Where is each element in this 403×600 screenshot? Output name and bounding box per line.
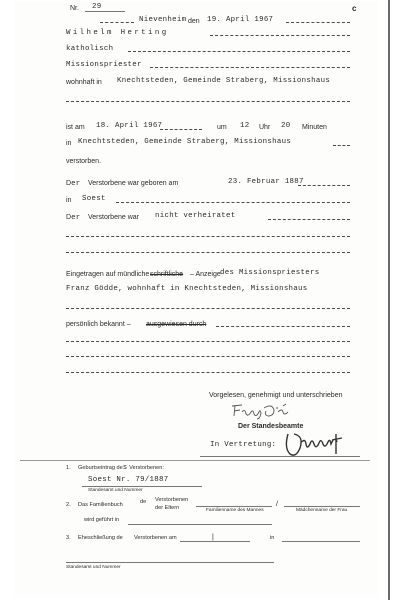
- birth-text: Verstorbene war geboren am: [88, 180, 179, 187]
- item1-label: Geburtseintrag des Verstorbenen:: [78, 464, 164, 472]
- deceased-name: Wilhelm Herting: [66, 29, 169, 37]
- item2-de: de: [140, 499, 147, 505]
- den-label: den: [188, 18, 200, 25]
- birth-date: 23. Februar 1887: [228, 178, 304, 186]
- corner-mark: c: [352, 4, 357, 13]
- dash-filler: [116, 202, 350, 203]
- item3-verstorbenen: Verstorbenen am: [134, 535, 177, 541]
- item2-verstorbenen: Verstorbenen: [155, 497, 189, 503]
- item3-line-date: [180, 541, 250, 542]
- item3-label: Eheschließung de: [78, 535, 123, 541]
- birth-article: Der: [66, 180, 81, 188]
- eingetragen-label: Eingetragen auf mündliche: [66, 271, 150, 278]
- um-label: um: [217, 124, 227, 131]
- item2-caption-mann: Familienname des Mannes: [206, 508, 264, 513]
- schriftliche-struck: schriftliche: [150, 271, 184, 278]
- residence: Knechtsteden, Gemeinde Straberg, Missionshaus: [117, 77, 331, 85]
- dash-filler: [66, 308, 350, 309]
- nr-label: Nr.: [70, 5, 79, 12]
- reporter-line-2: Franz Gödde, wohnhaft in Knechtsteden, Missionshaus: [66, 285, 308, 293]
- dash-filler: [333, 145, 350, 146]
- dash-filler: [216, 326, 350, 327]
- death-place: Knechtsteden, Gemeinde Straberg, Missionshaus: [78, 138, 292, 146]
- dash-filler: [66, 252, 350, 253]
- dash-filler: [150, 67, 350, 68]
- item2-line-mann: [196, 506, 272, 507]
- item3-line-standesamt: [66, 562, 274, 563]
- reporter-line-1: des Missionspriesters: [220, 269, 320, 277]
- marital-article: Der: [66, 214, 81, 222]
- item2-wird: wird geführt in: [84, 517, 120, 523]
- birth-place: Soest: [82, 195, 106, 203]
- dash-filler: [66, 101, 350, 102]
- death-minutes: 20: [281, 122, 291, 130]
- uhr-label: Uhr: [259, 124, 271, 131]
- death-in-label: in: [66, 140, 72, 147]
- standesbeamte-title: Der Standesbeamte: [238, 423, 304, 430]
- item1-caption: Standesamt und Nummer: [88, 488, 143, 493]
- signature-line: [200, 456, 360, 457]
- marital-text: Verstorbene war: [88, 214, 139, 221]
- dash-filler: [66, 341, 350, 342]
- item3-in: in: [270, 535, 275, 541]
- item2-label: Das Familienbuch: [78, 502, 123, 508]
- dash-filler: [286, 22, 350, 23]
- item2-caption-frau: Mädchenname der Frau: [296, 508, 348, 513]
- item3-cursor-mark: |: [212, 534, 214, 541]
- item3-line-place: [282, 541, 360, 542]
- dash-filler: [128, 51, 350, 52]
- dash-filler: [210, 35, 350, 36]
- verstorben-label: verstorben.: [66, 158, 102, 165]
- birth-in-label: in: [66, 197, 72, 204]
- dash-filler: [66, 236, 350, 237]
- religion: katholisch: [66, 45, 114, 53]
- dash-filler: [100, 22, 134, 23]
- item3-num: 3.: [66, 535, 71, 541]
- nr-value: 29: [92, 3, 102, 11]
- minuten-label: Minuten: [302, 124, 327, 131]
- registry-place: Nievenheim: [139, 16, 187, 24]
- ausgewiesen-struck: ausgewiesen durch: [146, 321, 207, 328]
- anzeige-label: – Anzeige: [190, 271, 221, 278]
- item2-slash: /: [276, 501, 278, 508]
- informant-signature: [228, 400, 292, 420]
- wohnhaft-label: wohnhaft in: [66, 79, 102, 86]
- death-hour: 12: [240, 122, 250, 130]
- dash-filler: [160, 129, 202, 130]
- marital-status: nicht verheiratet: [155, 212, 236, 220]
- item1-num: 1.: [66, 465, 71, 471]
- item1-line: [82, 486, 202, 487]
- item2-line-wird: [128, 524, 272, 525]
- item2-line-frau: [284, 506, 360, 507]
- vorgelesen-text: Vorgelesen, genehmigt und unterschrieben: [209, 392, 343, 399]
- footer-separator: [20, 460, 370, 461]
- death-date: 18. April 1967: [96, 122, 163, 130]
- item2-num: 2.: [66, 502, 71, 508]
- dash-filler: [66, 372, 350, 373]
- bekannt-label: persönlich bekannt –: [66, 321, 131, 328]
- dash-filler: [66, 356, 350, 357]
- item1-value: Soest Nr. 79/1887: [88, 476, 169, 484]
- item3-caption: Standesamt und Nummer: [66, 565, 121, 570]
- nr-underline: [85, 11, 125, 12]
- registry-date: 19. April 1967: [207, 16, 274, 24]
- scan-edge-line: [388, 0, 390, 600]
- dash-filler: [268, 219, 350, 220]
- item2-der-eltern: der Eltern: [155, 505, 180, 511]
- ist-am-label: ist am: [66, 124, 85, 131]
- in-vertretung-label: In Vertretung:: [210, 441, 277, 449]
- dash-filler: [298, 185, 350, 186]
- occupation: Missionspriester: [66, 61, 142, 69]
